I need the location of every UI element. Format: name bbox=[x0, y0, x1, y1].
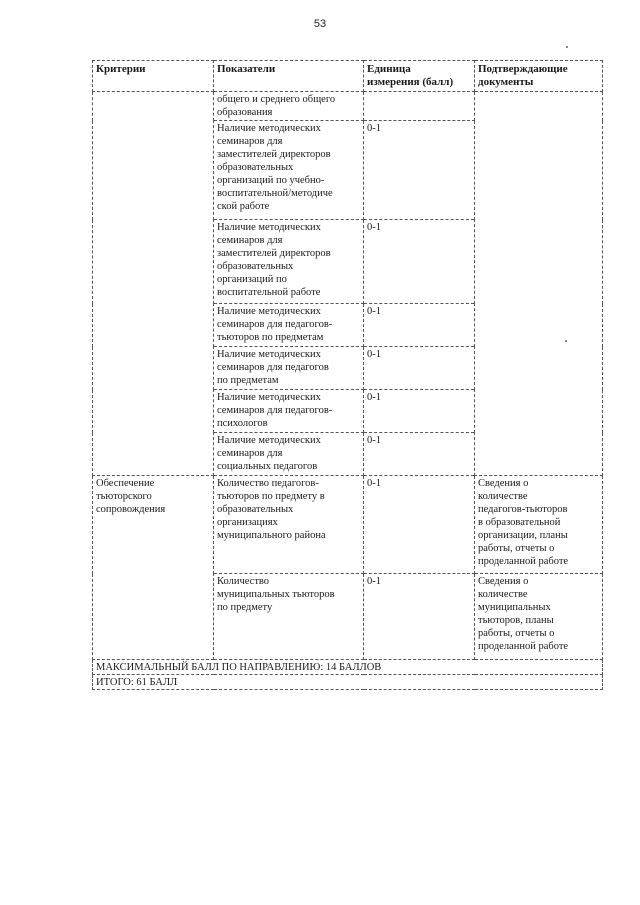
documents-cell: Сведения о количестве муниципальных тьюторов, планы работы, отчеты о проделанной работе bbox=[475, 574, 603, 660]
indicator-cell: Наличие методических семинаров для педагогов- тьюторов по предметам bbox=[214, 304, 364, 347]
table-row bbox=[93, 476, 603, 574]
indicator-cell: Наличие методических семинаров для педагогов по предметам bbox=[214, 347, 364, 390]
criterion-cell-continued bbox=[93, 92, 214, 476]
indicator-cell: Наличие методических семинаров для социальных педагогов bbox=[214, 433, 364, 476]
unit-cell: 0-1 bbox=[364, 220, 475, 304]
indicator-cell: Количество муниципальных тьюторов по предмету bbox=[214, 574, 364, 660]
total-score: ИТОГО: 61 БАЛЛ bbox=[93, 675, 603, 690]
indicator-cell: Наличие методических семинаров для заместителей директоров образовательных организаций по воспитательной работе bbox=[214, 220, 364, 304]
criterion-cell: Обеспечение тьюторского сопровождения bbox=[93, 476, 214, 660]
indicator-cell: Количество педагогов- тьюторов по предмету в образовательных организациях муниципального района bbox=[214, 476, 364, 574]
max-score: МАКСИМАЛЬНЫЙ БАЛЛ ПО НАПРАВЛЕНИЮ: 14 БАЛЛОВ bbox=[93, 660, 603, 675]
criteria-table bbox=[92, 60, 603, 690]
page-number: 53 bbox=[313, 18, 327, 30]
unit-cell: 0-1 bbox=[364, 304, 475, 347]
documents-cell: Сведения о количестве педагогов-тьюторов в образовательной организации, планы работы, отчеты о проделанной работе bbox=[475, 476, 603, 574]
indicator-cell: Наличие методических семинаров для заместителей директоров образовательных организаций по учебно- воспитательной/методиче ской работе bbox=[214, 121, 364, 220]
table-row bbox=[93, 92, 603, 121]
unit-cell: 0-1 bbox=[364, 390, 475, 433]
header-criteria: Критерии bbox=[93, 61, 214, 92]
unit-cell: 0-1 bbox=[364, 121, 475, 220]
scan-speck bbox=[566, 46, 568, 48]
max-score-row bbox=[93, 660, 603, 675]
indicator-cell: Наличие методических семинаров для педагогов- психологов bbox=[214, 390, 364, 433]
total-row bbox=[93, 675, 603, 690]
unit-cell bbox=[364, 92, 475, 121]
header-documents: Подтверждающие документы bbox=[475, 61, 603, 92]
unit-cell: 0-1 bbox=[364, 476, 475, 574]
unit-cell: 0-1 bbox=[364, 433, 475, 476]
unit-cell: 0-1 bbox=[364, 574, 475, 660]
table-header-row bbox=[93, 61, 603, 92]
indicator-cell: общего и среднего общего образования bbox=[214, 92, 364, 121]
header-unit: Единица измерения (балл) bbox=[364, 61, 475, 92]
unit-cell: 0-1 bbox=[364, 347, 475, 390]
documents-cell-continued bbox=[475, 92, 603, 476]
header-indicators: Показатели bbox=[214, 61, 364, 92]
